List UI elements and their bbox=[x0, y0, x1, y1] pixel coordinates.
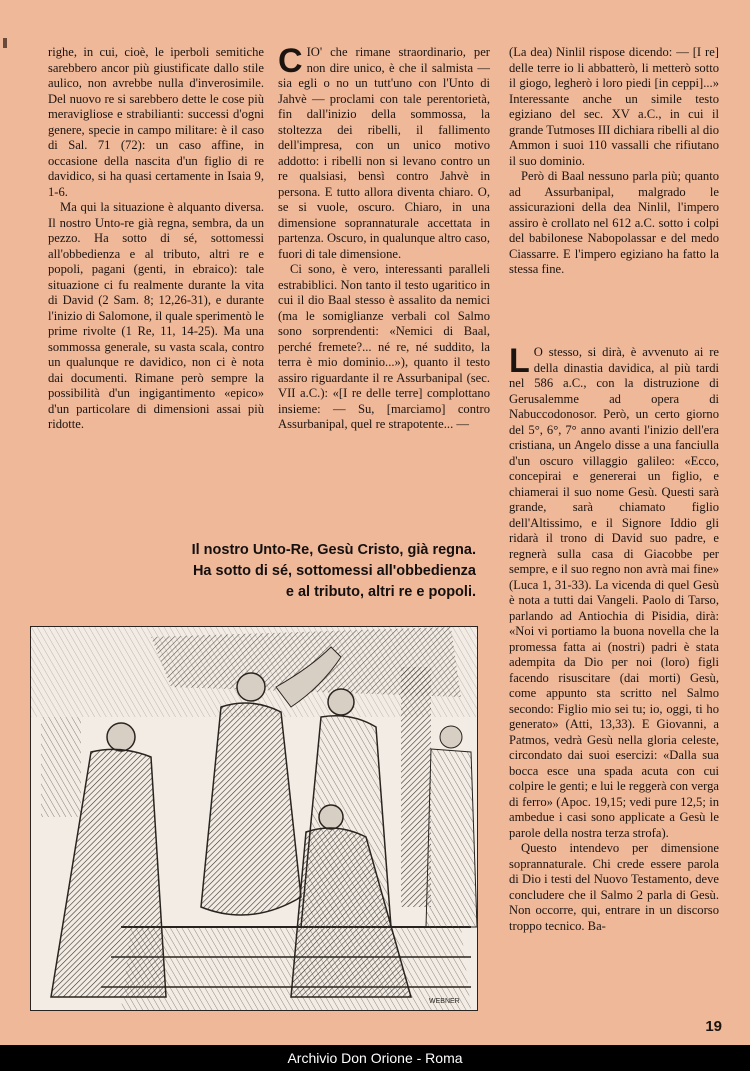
paragraph: Ci sono, è vero, interessanti paralleli estrabiblici. Non tanto il testo ugaritico in cui il dio Baal stesso è assalito da nemici (ma le somiglianze verbali col Salmo sono sorprendenti: «Nemici di Baal, perché fremete?... né re, né suddito, la terra è mio dominio...»), quanto il testo assiro riguardante il re Assurbanipal (sec. VII a.C.): «[I re delle terre] complottano insieme: — Su, [marciamo] contro Assurbanipal, quel re strapotente... — bbox=[278, 262, 490, 431]
paragraph: (La dea) Ninlil rispose dicendo: — [I re] delle terre io li abbatterò, li metterò sotto il giogo, legherò i loro piedi [in ceppi]...» Interessante anche un simile testo egiziano del sec. XV a.C., in cui il grande Tutmoses III dichiara ribelli al dio Ammon i suoi 110 vassalli che rifiutano il suo dominio. bbox=[509, 45, 719, 168]
engraver-signature: WEBNER bbox=[429, 998, 460, 1005]
paragraph: righe, in cui, cioè, le iperboli semitiche sarebbero ancor più giustificate dallo stile aulico, non avrebbe nulla d'inverosimile. Del nuovo re si sarebbero dette le cose più meravigliose e strabilianti: successi d'ogni genere, specie in campo militare: è il caso di Sal. 71 (72): un caso affine, in occasione della nascita d'un figlio di re davidico, si ha quasi certamente in Isaia 9, 1-6. bbox=[48, 45, 264, 199]
pull-quote-line: Il nostro Unto-Re, Gesù Cristo, già regna. bbox=[191, 542, 476, 558]
paragraph bbox=[509, 342, 719, 841]
text-column-2 bbox=[278, 42, 490, 433]
archive-footer: Archivio Don Orione - Roma bbox=[287, 1050, 463, 1066]
pull-quote-line: e al tributo, altri re e popoli. bbox=[285, 584, 476, 600]
drop-cap: C bbox=[278, 42, 303, 80]
text-column-3-top bbox=[509, 45, 719, 278]
text-column-1 bbox=[48, 45, 264, 433]
paragraph: Ma qui la situazione è alquanto diversa. Il nostro Unto-re già regna, sembra, da un pezzo. Ha sotto di sé, sottomessi all'obbedienza e al tributo, altri re e popoli, pagani (genti, in ebraico): tale situazione ci fu realmente durante la vita di David (2 Sam. 8; 12,26-31), e durante l'inizio di Salomone, il quale sperimentò le prime rivolte (1 Re, 11, 14-25). Ma una sommossa generale, su vasta scala, contro un qualunque re davidico, non ci è nota dai documenti. Rimane però sempre la possibilità d'un ingigantimento «epico» d'un particolare di dimensioni assai più ridotte. bbox=[48, 200, 264, 431]
paragraph: Però di Baal nessuno parla più; quanto ad Assurbanipal, malgrado le assicurazioni della dea Ninlil, l'impero assiro è crollato nel 612 a.C. sotto i colpi del babilonese Nabopolassar e del medo Ciassarre. E l'impero egiziano ha fatto la stessa fine. bbox=[509, 169, 719, 276]
pull-quote-line: Ha sotto di sé, sottomessi all'obbedienza bbox=[192, 563, 476, 579]
engraving-drawing bbox=[31, 627, 477, 1010]
paragraph bbox=[278, 42, 490, 262]
pull-quote bbox=[150, 540, 476, 603]
engraving-illustration bbox=[30, 626, 478, 1011]
paragraph-text: IO' che rimane straordinario, per non dire unico, è che il salmista — sia egli o no un tutt'uno con l'Unto di Jahvè — proclami con tale perentorietà, fin dall'inizio della sommossa, la stoltezza dei ribelli, il fallimento dell'impresa, con un unico motivo addotto: i ribelli non si levano contro un re qualsiasi, bensì contro Jahvè in persona. E tutto allora diventa chiaro. O, se si vuole, oscuro. Chiaro, in una dimensione soprannaturale accettata in partenza. Oscuro, in qualunque altro caso, fuori di tale dimensione. bbox=[278, 45, 490, 261]
drop-cap: L bbox=[509, 342, 530, 380]
page-number: 19 bbox=[705, 1018, 722, 1035]
paragraph: Questo intendevo per dimensione soprannaturale. Chi crede essere parola di Dio i testi del Nuovo Testamento, deve concludere che il Salmo 2 parla di Gesù. Non occorre, qui, entrare in un discorso troppo tecnico. Ba- bbox=[509, 841, 719, 933]
paragraph-text: O stesso, si dirà, è avvenuto ai re della dinastia davidica, al più tardi nel 586 a.C., con la distruzione di Gerusalemme ad opera di Nabuccodonosor. Però, un certo giorno del 5°, 6°, 7° anno avanti l'inizio dell'era cristiana, un Angelo disse a una fanciulla d'un oscuro villaggio galileo: «Ecco, concepirai e genererai un figlio, e chiamerai il suo nome Gesù. Questi sarà grande, sarà chiamato figlio dell'Altissimo, e il Signore Iddio gli ridarà il trono di David suo padre, e regnerà sulla casa di Giacobbe per sempre, e il suo regno non avrà mai fine» (Luca 1, 31-33). La vicenda di quel Gesù è nota a tutti dai Vangeli. Paolo di Tarso, parlando ad Antiochia di Pisidia, dirà: «Noi vi portiamo la buona novella che la promessa fatta ai (nostri) padri è stata adempita da Dio per noi (loro) figli facendo risuscitare (dai morti) Gesù, come appunto sta scritto nel Salmo secondo: Figlio mio sei tu; io, oggi, ti ho generato» (Atti, 13,33). E Giovanni, a Patmos, vedrà Gesù nella gloria celeste, circondato dai suoi esercizi: «Dalla sua bocca esce una spada acuta con cui colpire le genti; e lui le reggerà con verga di ferro» (Apoc. 19,15; vedi pure 12,5; in ambedue i casi sono applicate a Gesù le parole della nostra terza strofa). bbox=[509, 345, 719, 840]
binding-mark bbox=[3, 38, 7, 48]
text-column-3-bottom bbox=[509, 342, 719, 934]
